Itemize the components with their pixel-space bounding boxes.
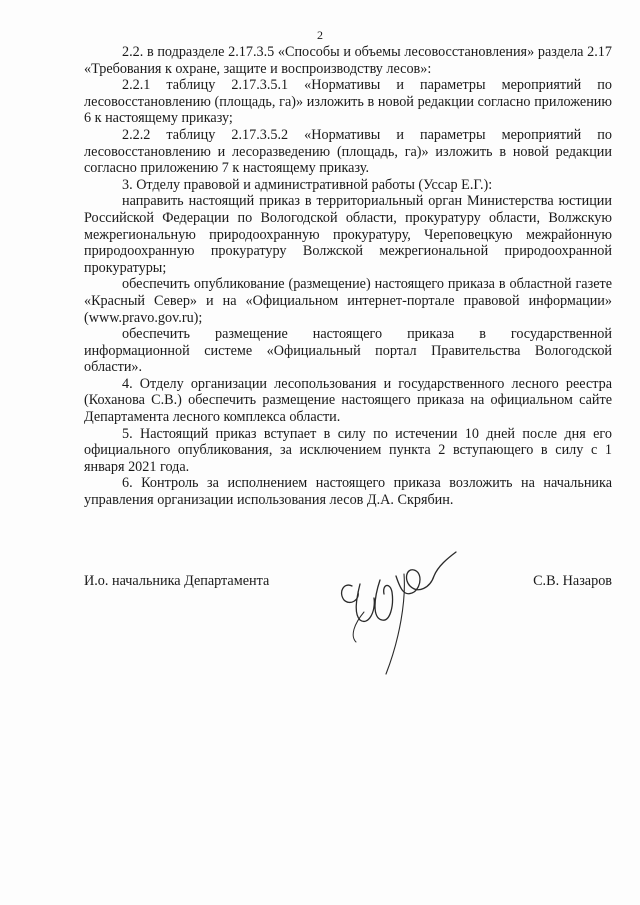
paragraph-5: 5. Настоящий приказ вступает в силу по истечении 10 дней после дня его официального опубликования, за исключением пункта 2 вступающего в силу с 1 января 2021 года. (84, 425, 612, 475)
paragraph-3-post: обеспечить размещение настоящего приказа в государственной информационной системе «Официальный портал Правительства Вологодской области». (84, 326, 612, 376)
paragraph-2-2: 2.2. в подразделе 2.17.3.5 «Способы и объемы лесовосстановления» раздела 2.17 «Требования к охране, защите и воспроизводству лесов»: (84, 44, 612, 77)
signature-block (84, 573, 612, 593)
paragraph-3-publish: обеспечить опубликование (размещение) настоящего приказа в областной газете «Красный Север» и на «Официальном интернет-портале правовой информации» (www.pravo.gov.ru); (84, 276, 612, 326)
paragraph-3-send: направить настоящий приказ в территориальный орган Министерства юстиции Российской Федерации по Вологодской области, прокуратуру области, Волжскую межрегиональную природоохранную прокуратуру, Череповецкую межрайонную природоохранную прокуратуру Волжской межрегиональной природоохранной прокуратуры; (84, 193, 612, 276)
paragraph-3: 3. Отделу правовой и административной работы (Уссар Е.Г.): (122, 176, 493, 193)
document-body (84, 44, 612, 509)
signatory-position: И.о. начальника Департамента (84, 573, 270, 589)
paragraph-6: 6. Контроль за исполнением настоящего приказа возложить на начальника управления организации использования лесов Д.А. Скрябин. (84, 475, 612, 509)
paragraph-2-2-2: 2.2.2 таблицу 2.17.3.5.2 «Нормативы и параметры мероприятий по лесовосстановлению и лесоразведению (площадь, га)» изложить в новой редакции согласно приложению 7 к настоящему приказу. (84, 126, 612, 177)
paragraph-2-2-1: 2.2.1 таблицу 2.17.3.5.1 «Нормативы и параметры мероприятий по лесовосстановлению (площадь, га)» изложить в новой редакции согласно приложению 6 к настоящему приказу; (84, 77, 612, 127)
paragraph-4: 4. Отделу организации лесопользования и государственного лесного реестра (Коханова С.В.) обеспечить размещение настоящего приказа на официальном сайте Департамента лесного комплекса области. (84, 375, 612, 426)
signatory-name: С.В. Назаров (533, 573, 612, 589)
handwritten-signature (330, 540, 460, 680)
page-number: 2 (317, 28, 323, 42)
